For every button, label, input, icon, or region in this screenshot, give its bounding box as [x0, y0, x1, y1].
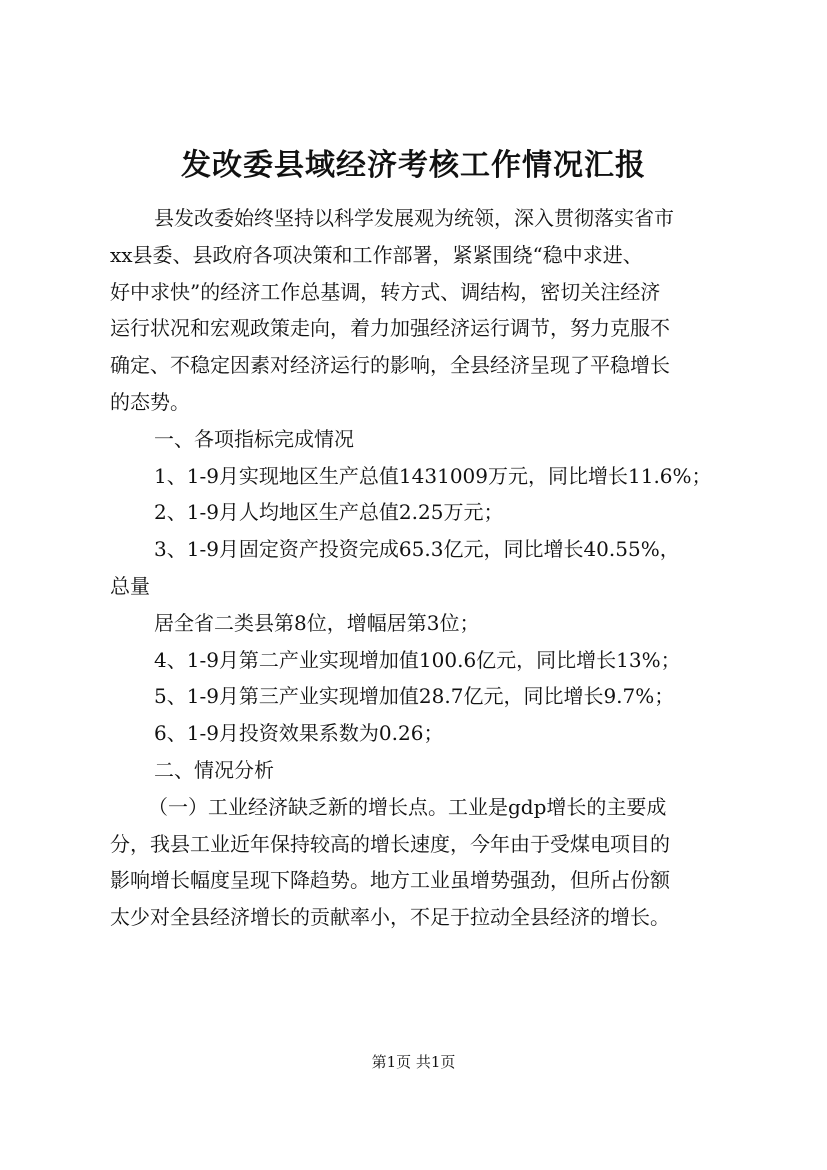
section-heading: 二、情况分析	[154, 757, 274, 782]
paragraph-line: 确定、不稳定因素对经济运行的影响，全县经济呈现了平稳增长	[110, 353, 670, 378]
paragraph-line: 县发改委始终坚持以科学发展观为统领，深入贯彻落实省市	[154, 206, 674, 230]
list-item: 6、1-9月投资效果系数为0.26；	[154, 721, 444, 746]
list-item: 5、1-9月第三产业实现增加值28.7亿元，同比增长9.7%；	[154, 684, 675, 709]
paragraph-line: xx县委、县政府各项决策和工作部署，紧紧围绕“稳中求进、	[110, 242, 643, 267]
paragraph-line: 的态势。	[110, 389, 190, 414]
document-body	[110, 200, 750, 936]
section-heading: 一、各项指标完成情况	[154, 426, 354, 451]
paragraph-line: 运行状况和宏观政策走向，着力加强经济运行调节，努力克服不	[110, 316, 670, 341]
paragraph-line: 影响增长幅度呈现下降趋势。地方工业虽增势强劲，但所占份额	[110, 868, 670, 893]
list-item-continuation: 居全省二类县第8位，增幅居第3位；	[154, 610, 480, 635]
list-item: 4、1-9月第二产业实现增加值100.6亿元，同比增长13%；	[154, 647, 681, 672]
page-footer: 第1页 共1页	[371, 1053, 456, 1071]
paragraph-line: 分，我县工业近年保持较高的增长速度，今年由于受煤电项目的	[110, 831, 670, 856]
document-title: 发改委县域经济考核工作情况汇报	[181, 148, 646, 183]
list-item-continuation: 总量	[110, 573, 150, 598]
paragraph-line: 好中求快”的经济工作总基调，转方式、调结构，密切关注经济	[110, 279, 661, 304]
list-item: 2、1-9月人均地区生产总值2.25万元；	[154, 500, 504, 525]
paragraph-line: （一）工业经济缺乏新的增长点。工业是gdp增长的主要成	[148, 794, 667, 819]
paragraph-line: 太少对全县经济增长的贡献率小，不足于拉动全县经济的增长。	[110, 905, 670, 930]
list-item: 3、1-9月固定资产投资完成65.3亿元，同比增长40.55%，	[154, 537, 680, 562]
list-item: 1、1-9月实现地区生产总值1431009万元，同比增长11.6%；	[154, 463, 712, 488]
